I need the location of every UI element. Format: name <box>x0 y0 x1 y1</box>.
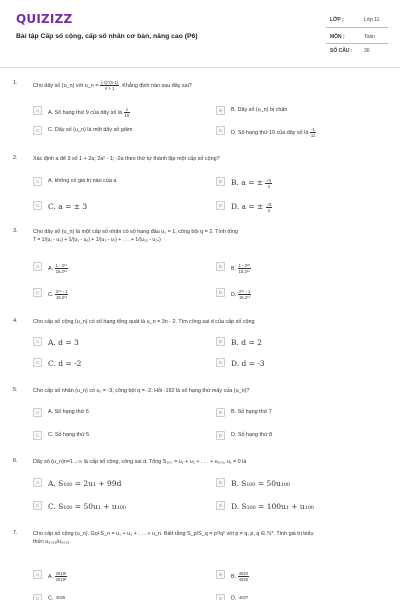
option-letter: B <box>216 106 225 115</box>
divider <box>326 27 388 28</box>
question-text-part: với u_n = <box>74 82 100 89</box>
option-letter: B <box>216 177 225 186</box>
question-text <box>33 530 388 546</box>
meta-count <box>326 44 392 58</box>
question-number: 6. <box>13 458 18 464</box>
option-letter: D <box>216 501 225 510</box>
fraction-denominator: n + 1 <box>104 86 115 91</box>
option-text <box>48 595 66 600</box>
option-label: B. <box>231 573 238 580</box>
option-text <box>231 571 249 582</box>
fraction-denominator: 10 <box>124 113 130 118</box>
question-number: 2. <box>13 155 18 161</box>
fraction-denominator: 15.2¹⁸ <box>55 269 68 274</box>
fraction <box>238 595 249 600</box>
option-text <box>231 178 272 189</box>
fraction-numerator: 2²⁰ - 1 <box>238 289 251 294</box>
option-letter: D <box>216 431 225 440</box>
fraction-numerator: -1 <box>311 127 315 132</box>
option-text <box>48 263 68 274</box>
option-text: B. S₁₀₀ = 50u₁₀₀ <box>231 479 290 488</box>
fraction <box>55 263 69 274</box>
fraction <box>265 178 272 189</box>
option-text: C. Số hạng thứ 5 <box>48 432 90 438</box>
question-text: Xác định a để 3 số 1 + 2a; 2a² - 1; -2a theo thứ tự thành lập một cấp số cộng? <box>33 156 220 162</box>
question-text-part: (u_n) <box>61 82 75 89</box>
option-label: C. <box>48 291 55 298</box>
meta-class-value: Lớp 11 <box>364 17 380 23</box>
fraction-numerator: 2018² <box>55 571 67 576</box>
option-text <box>48 571 67 582</box>
question-text-line: Cho cấp số cộng (u_n). Gọi S_n = u₁ + u₂ + . . . + u_n. Biết rằng S_p/S_q = p²/q² với p ≠ q, p, q ∈ ℕ*. Tính giá trị biểu <box>33 531 314 537</box>
fraction-numerator: (-1)^(n-1) <box>100 80 119 85</box>
option-label: D. <box>231 291 238 298</box>
option-text: C. Dãy số (u_n) là một dãy số giảm <box>48 127 133 133</box>
question-text: Dãy số (u_n)n=1→∞ là cấp số cộng, công sai d. Tổng S₁₀₀ = u₁ + u₂ + . . . + u₁₀₀, u₁ ≠ 0 là <box>33 459 247 465</box>
option-text <box>231 263 251 274</box>
question-text: Cho cấp số nhân (u_n) có u₁ = -3, công bội q = -2. Hỏi -192 là số hạng thứ mấy của (u_n)? <box>33 388 250 394</box>
option-letter: A <box>33 408 42 417</box>
fraction-denominator: 15.2¹⁸ <box>56 295 68 300</box>
option-text <box>48 107 130 118</box>
question-number: 5. <box>13 387 18 393</box>
fraction-numerator: 4035 <box>55 595 66 600</box>
quizizz-logo: QUIZIZZ <box>16 12 73 26</box>
fraction-numerator: 1 - 2¹⁹ <box>55 263 68 268</box>
meta-count-label: SỐ CÂU : <box>330 48 353 54</box>
fraction <box>124 107 131 118</box>
option-text: B. Dãy số (u_n) bị chặn <box>231 107 288 113</box>
fraction-numerator: √3 <box>266 178 272 184</box>
option-letter: D <box>216 594 225 600</box>
question-number: 1. <box>13 80 18 86</box>
fraction-numerator: 4033 <box>238 571 248 576</box>
question-text-line: Cho dãy số (u_n) là một cấp số nhân có số hạng đầu u₁ = 1, công bội q = 2. Tính tổng <box>33 229 238 235</box>
option-letter: C <box>33 501 42 510</box>
question-text-part: . Khẳng định nào sau đây sai? <box>119 82 192 89</box>
option-text: D. d = -3 <box>231 359 265 368</box>
option-letter: B <box>216 478 225 487</box>
option-letter: B <box>216 570 225 579</box>
question-text <box>33 228 388 244</box>
option-label: B. <box>231 265 238 272</box>
fraction-denominator: 15.2¹⁹ <box>238 295 251 300</box>
option-text: D. S₁₀₀ = 100u₁ + u₁₀₀ <box>231 502 314 511</box>
question-number: 4. <box>13 318 18 324</box>
option-text <box>231 595 249 600</box>
option-letter: B <box>216 262 225 271</box>
fraction <box>238 263 251 274</box>
option-text: A. S₁₀₀ = 2u₁ + 99d <box>48 479 122 488</box>
option-label: C. <box>48 595 55 600</box>
option-letter: D <box>216 126 225 135</box>
fraction-numerator: 2¹⁹ - 1 <box>55 289 68 294</box>
fraction <box>55 289 69 300</box>
option-label: D. Số hạng thứ 10 của dãy số là <box>231 129 310 136</box>
option-letter: A <box>33 478 42 487</box>
meta-subject-value: Toán <box>364 34 375 40</box>
option-letter: B <box>216 337 225 346</box>
option-label: A. <box>48 265 55 272</box>
fraction-numerator: 4037 <box>238 595 249 600</box>
fraction <box>55 571 68 582</box>
option-letter: C <box>33 358 42 367</box>
option-label: D. <box>231 595 238 600</box>
question-text-line: thức u₂₀₁₈/u₂₀₁₉ <box>33 539 70 545</box>
option-letter: C <box>33 431 42 440</box>
question-text-line: T = 1/(u₁ - u₅) + 1/(u₂ - u₆) + 1/(u₃ - u₇) + . . . + 1/(u₂₀ - u₂₄) <box>33 237 161 243</box>
option-letter: C <box>33 288 42 297</box>
header-divider <box>0 67 400 68</box>
option-text: B. Số hạng thứ 7 <box>231 409 272 415</box>
fraction <box>100 80 119 91</box>
meta-subject <box>326 30 392 44</box>
fraction-numerator: 1 - 2²⁰ <box>238 263 251 268</box>
option-text: A. d = 3 <box>48 338 79 347</box>
option-letter: D <box>216 358 225 367</box>
worksheet-title: Bài tập Cấp số cộng, cấp số nhân cơ bản, nâng cao (P6) <box>16 33 198 40</box>
question-number: 3. <box>13 228 18 234</box>
meta-subject-label: MÔN : <box>330 34 345 40</box>
fraction <box>238 289 251 300</box>
fraction-denominator: 4035 <box>238 577 248 582</box>
option-letter: D <box>216 288 225 297</box>
option-text: A. không có giá trị nào của a <box>48 178 117 184</box>
option-text: B. d = 2 <box>231 338 262 347</box>
option-letter: A <box>33 262 42 271</box>
option-letter: A <box>33 106 42 115</box>
fraction-numerator: √3 <box>266 202 272 208</box>
question-text <box>33 80 388 91</box>
option-letter: C <box>33 201 42 210</box>
option-letter: C <box>33 594 42 600</box>
option-text: C. S₁₀₀ = 50u₁ + u₁₀₀ <box>48 502 126 511</box>
worksheet-header <box>0 0 400 64</box>
question-text-part: Cho dãy số <box>33 82 62 89</box>
fraction-denominator: 2019² <box>55 577 67 582</box>
option-label: A. <box>48 573 55 580</box>
fraction <box>266 202 273 213</box>
option-text: D. Số hạng thứ 8 <box>231 432 273 438</box>
fraction <box>238 571 249 582</box>
option-letter: A <box>33 337 42 346</box>
option-letter: D <box>216 201 225 210</box>
option-letter: B <box>216 408 225 417</box>
option-text <box>231 127 316 138</box>
option-label: B. a = ± <box>231 178 266 187</box>
meta-class <box>326 13 392 27</box>
fraction <box>310 127 316 138</box>
fraction-denominator: 11 <box>310 133 316 138</box>
meta-class-label: LỚP : <box>330 17 344 23</box>
fraction-denominator: 15.2¹⁹ <box>238 269 250 274</box>
option-text <box>48 289 68 300</box>
fraction <box>55 595 66 600</box>
option-text <box>231 289 251 300</box>
option-label: D. a = ± <box>231 202 266 211</box>
fraction-numerator: 1 <box>124 107 131 113</box>
fraction-denominator: 4 <box>267 184 270 190</box>
option-text: A. Số hạng thứ 6 <box>48 409 89 415</box>
question-number: 7. <box>13 530 18 536</box>
option-label: A. Số hạng thứ 9 của dãy số là <box>48 109 124 116</box>
meta-count-value: 30 <box>364 48 370 54</box>
option-text <box>231 202 272 213</box>
option-letter: A <box>33 177 42 186</box>
option-letter: C <box>33 126 42 135</box>
question-text: Cho cấp số cộng (u_n) có số hạng tổng quát là u_n = 3n - 2. Tìm công sai d của cấp số cộng <box>33 319 255 325</box>
fraction-denominator: 2 <box>267 208 271 214</box>
option-text: C. a = ± 3 <box>48 202 88 211</box>
option-text: C. d = -2 <box>48 359 82 368</box>
option-letter: A <box>33 570 42 579</box>
